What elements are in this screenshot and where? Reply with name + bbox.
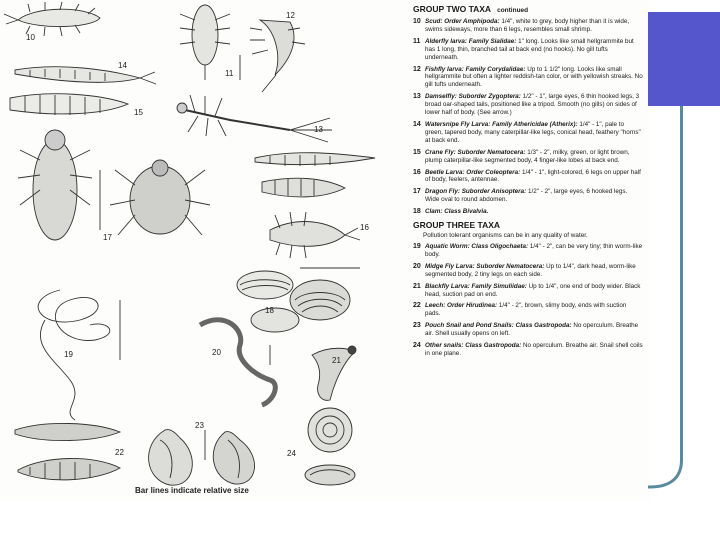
taxon-name: Damselfly: Suborder Zygoptera:	[425, 93, 521, 101]
taxon-number: 23	[413, 322, 421, 330]
taxon-entry	[413, 149, 643, 165]
taxon-text	[425, 169, 643, 185]
figure-number-19: 19	[64, 350, 73, 359]
taxon-number: 22	[413, 302, 421, 310]
planorbid-snail-drawings	[305, 408, 355, 485]
taxon-description: 1/3" - 2", milky, green, or light brown, plump caterpillar-like segmented body, 4 finger-like lobes at back end.	[425, 148, 630, 164]
taxon-description: 1/4" - 1", pale to green, tapered body, many caterpillar-like legs, conical head, feathery "horns" at back end.	[425, 120, 641, 144]
accent-box	[648, 12, 720, 106]
accent-curve	[620, 440, 686, 492]
beetle-larva-drawing	[270, 212, 360, 258]
taxon-entry	[413, 121, 643, 145]
group-three-intro: Pollution tolerant organisms can be in any quality of water.	[423, 232, 588, 240]
watersnipe-larva-drawing	[15, 67, 156, 84]
blackfly-larva-drawing	[312, 346, 356, 400]
watersnipe-larva-drawing-right	[255, 153, 375, 166]
taxon-entry	[413, 302, 643, 318]
taxon-text	[425, 38, 643, 62]
taxon-entry	[413, 322, 643, 338]
dragonfly-nymph-drawing-left	[18, 130, 100, 240]
figure-number-15: 15	[134, 108, 143, 117]
fishfly-larva-drawing	[180, 5, 230, 80]
taxon-name: Blackfly Larva: Family Simuliidae:	[425, 282, 527, 290]
leech-drawing	[15, 423, 120, 480]
figure-number-24: 24	[287, 449, 296, 458]
taxon-number: 11	[413, 37, 421, 45]
aquatic-worm-drawing	[38, 290, 120, 420]
taxon-name: Clam: Class Bivalvia.	[425, 208, 489, 216]
taxon-name: Alderfly larva: Family Sialidae:	[425, 37, 517, 45]
taxon-entry	[413, 66, 643, 90]
figure-number-21: 21	[332, 356, 341, 365]
taxon-name: Midge Fly Larva: Suborder Nematocera:	[425, 262, 545, 270]
figure-number-12: 12	[286, 11, 295, 20]
taxon-text	[425, 188, 643, 204]
pond-snail-drawings	[149, 429, 255, 485]
taxon-name: Other snails: Class Gastropoda:	[425, 342, 522, 350]
figure-number-23: 23	[195, 421, 204, 430]
taxon-entry	[413, 263, 643, 279]
taxon-description: 1/4" - 2", can be very tiny; thin worm-like body.	[425, 243, 643, 258]
figure-number-13: 13	[314, 125, 323, 134]
taxon-entry	[413, 342, 643, 358]
taxon-number: 14	[413, 120, 421, 128]
taxon-name: Scud: Order Amphipoda:	[425, 18, 500, 25]
taxon-entry	[413, 169, 643, 185]
taxon-description: Up to 1/4", one end of body wider. Black head, suction pad on end.	[425, 282, 641, 298]
taxon-description: No operculum. Breathe air. Shell usually opens on left.	[425, 322, 639, 338]
taxon-entry	[413, 38, 643, 62]
taxon-number: 10	[413, 18, 421, 25]
crane-fly-larva-drawing-right	[262, 178, 345, 197]
accent-line	[680, 106, 683, 461]
taxon-description: 1/2" - 1", large eyes, 6 thin hooked legs, 3 broad oar-shaped tails, positioned like a tripod. Smooth (no gills) on sides of lower half of body. (See arrow.)	[425, 93, 640, 117]
figure-number-17: 17	[103, 233, 112, 242]
taxon-description: Up to 1/4", dark head, worm-like segmented body, 2 tiny legs on each side.	[425, 262, 636, 278]
taxon-number: 13	[413, 93, 421, 101]
taxon-text	[425, 208, 643, 216]
damselfly-nymph-drawing	[177, 95, 332, 142]
taxon-number: 19	[413, 243, 421, 251]
taxon-name: Pouch Snail and Pond Snails: Class Gastropoda:	[425, 322, 572, 330]
group-three-heading	[413, 220, 643, 230]
continued-label: continued	[497, 7, 529, 14]
taxon-number: 17	[413, 188, 421, 196]
taxon-entry	[413, 283, 643, 299]
taxon-number: 12	[413, 65, 421, 73]
dragonfly-nymph-drawing-center	[110, 160, 210, 235]
taxon-number: 24	[413, 342, 421, 350]
figure-number-10: 10	[26, 33, 35, 42]
figure-number-22: 22	[115, 448, 124, 457]
taxon-text	[425, 18, 643, 34]
group-three-title: GROUP THREE TAXA	[413, 220, 501, 231]
taxon-description: 1/4" - 2", brown, slimy body, ends with suction pads.	[425, 302, 627, 318]
taxon-name: Crane Fly: Suborder Nematocera:	[425, 148, 526, 156]
taxon-description: Up to 1 1/2" long. Looks like small hellgrammite but often a lighter reddish-tan color, or with yellowish streaks. No gill tufts underneath.	[425, 65, 643, 89]
figure-number-14: 14	[118, 61, 127, 70]
taxon-text	[425, 302, 643, 318]
taxon-description: 1/2" - 2", large eyes, 6 hooked legs. Wide oval to round abdomen.	[425, 188, 628, 204]
taxon-description: No operculum. Breathe air. Snail shell coils in one plane.	[425, 342, 643, 357]
taxon-name: Aquatic Worm: Class Oligochaeta:	[425, 243, 529, 251]
scud-drawing	[4, 2, 100, 36]
taxon-text	[425, 322, 643, 338]
alderfly-larva-drawing	[240, 20, 305, 92]
taxon-text	[425, 66, 643, 90]
clam-drawings	[237, 268, 360, 332]
taxon-text	[425, 263, 643, 279]
taxon-text	[425, 121, 643, 145]
taxon-name: Dragon Fly: Suborder Anisoptera:	[425, 188, 527, 196]
taxon-text	[425, 149, 643, 165]
taxon-description: 1/4", white to grey, body higher than it is wide, swims sideways, more than 6 legs, resembles small shrimp.	[425, 18, 630, 33]
figure-number-18: 18	[265, 306, 274, 315]
taxon-entry	[413, 208, 643, 216]
taxon-entry	[413, 93, 643, 117]
taxon-entry	[413, 18, 643, 34]
bar-lines-caption: Bar lines indicate relative size	[135, 486, 249, 495]
group-two-entries	[413, 18, 643, 216]
taxon-name: Watersnipe Fly Larva: Family Athericidae (Atherix):	[425, 120, 578, 128]
taxon-number: 20	[413, 262, 421, 270]
group-two-heading	[413, 4, 643, 16]
taxon-name: Beetle Larva: Order Coleoptera:	[425, 168, 521, 176]
figure-number-16: 16	[360, 223, 369, 232]
taxon-number: 16	[413, 168, 421, 176]
figure-number-20: 20	[212, 348, 221, 357]
taxon-text	[425, 243, 643, 259]
taxon-number: 15	[413, 148, 421, 156]
taxa-key-text	[413, 4, 643, 362]
taxon-name: Fishfly larva: Family Corydalidae:	[425, 65, 526, 73]
taxon-number: 21	[413, 282, 421, 290]
taxon-entry	[413, 188, 643, 204]
midge-larva-drawing	[200, 320, 275, 405]
taxon-description: 1/4" - 1", light-colored, 6 legs on upper half of body, feelers, antennae.	[425, 168, 641, 184]
group-two-title: GROUP TWO TAXA	[413, 4, 492, 14]
taxon-text	[425, 93, 643, 117]
taxon-description: 1" long. Looks like small hellgrammite but has 1 long, thin, branched tail at back end (no hooks). No gill tufts underneath.	[425, 37, 634, 61]
taxon-name: Leech: Order Hirudinea:	[425, 302, 498, 310]
crane-fly-larva-drawing	[10, 94, 128, 115]
taxon-number: 18	[413, 208, 421, 216]
taxon-text	[425, 283, 643, 299]
taxon-text	[425, 342, 643, 358]
group-three-entries	[413, 243, 643, 358]
taxon-entry	[413, 243, 643, 259]
figure-number-11: 11	[225, 69, 234, 78]
